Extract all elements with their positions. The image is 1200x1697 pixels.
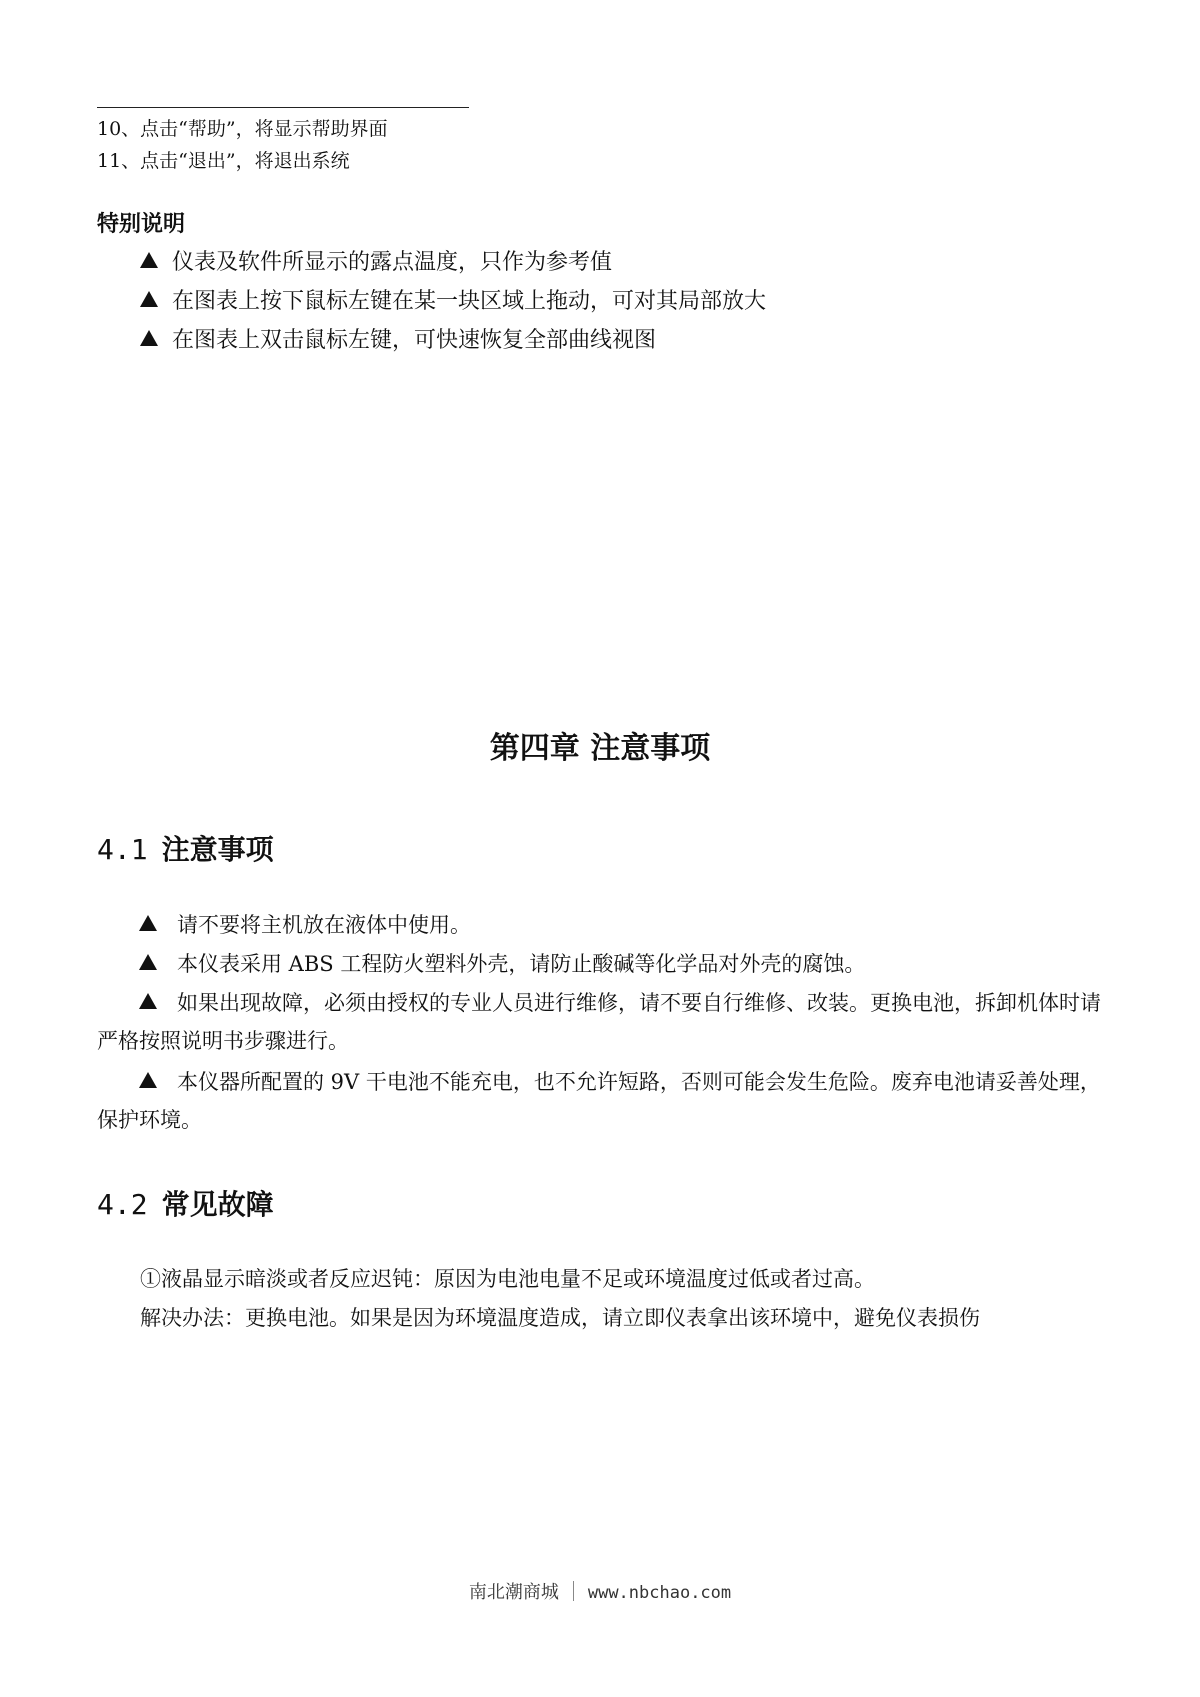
step-exit: 11、点击“退出”，将退出系统 — [97, 150, 350, 172]
triangle-bullet-icon — [139, 954, 157, 970]
special-note-text: 仪表及软件所显示的露点温度，只作为参考值 — [172, 250, 613, 275]
section-4-2-title — [97, 1183, 274, 1223]
section-4-1-title — [97, 828, 274, 868]
section-number: 4.2 — [97, 1188, 148, 1221]
special-note-text: 在图表上双击鼠标左键，可快速恢复全部曲线视图 — [172, 328, 657, 353]
footer-separator — [573, 1581, 574, 1601]
precaution-text: 本仪器所配置的 9V 干电池不能充电，也不允许短路，否则可能会发生危险。废弃电池请妥善处理，保护环境。 — [97, 1070, 1101, 1132]
footer-url: www.nbchao.com — [587, 1583, 732, 1603]
precaution-text: 如果出现故障，必须由授权的专业人员进行维修，请不要自行维修、改装。更换电池，拆卸机体时请严格按照说明书步骤进行。 — [97, 991, 1101, 1053]
precaution-1 — [97, 906, 1117, 944]
triangle-bullet-icon — [139, 1072, 157, 1088]
section-number: 4.1 — [97, 833, 148, 866]
fault-solution: 解决办法：更换电池。如果是因为环境温度造成，请立即仪表拿出该环境中，避免仪表损伤 — [140, 1306, 980, 1330]
chapter-title: 第四章 注意事项 — [489, 731, 711, 766]
step-help: 10、点击“帮助”，将显示帮助界面 — [97, 118, 388, 140]
triangle-bullet-icon — [139, 993, 157, 1009]
triangle-bullet-icon — [139, 915, 157, 931]
triangle-bullet-icon — [140, 330, 158, 346]
precaution-3 — [97, 984, 1117, 1060]
precaution-4 — [97, 1063, 1117, 1139]
top-divider — [97, 107, 469, 108]
page-footer — [0, 1578, 1200, 1604]
section-heading: 注意事项 — [161, 833, 274, 866]
fault-description: ①液晶显示暗淡或者反应迟钝：原因为电池电量不足或环境温度过低或者过高。 — [140, 1267, 875, 1291]
special-note-2 — [140, 284, 766, 315]
triangle-bullet-icon — [140, 291, 158, 307]
special-note-text: 在图表上按下鼠标左键在某一块区域上拖动，可对其局部放大 — [172, 289, 767, 314]
triangle-bullet-icon — [140, 252, 158, 268]
special-note-1 — [140, 245, 612, 276]
special-notes-heading: 特别说明 — [97, 212, 186, 237]
footer-site-name: 南北潮商城 — [468, 1582, 559, 1603]
precaution-text: 请不要将主机放在液体中使用。 — [177, 913, 471, 937]
special-note-3 — [140, 323, 656, 354]
section-heading: 常见故障 — [161, 1188, 274, 1221]
precaution-2 — [97, 945, 1117, 983]
precaution-text: 本仪表采用 ABS 工程防火塑料外壳，请防止酸碱等化学品对外壳的腐蚀。 — [177, 952, 866, 976]
